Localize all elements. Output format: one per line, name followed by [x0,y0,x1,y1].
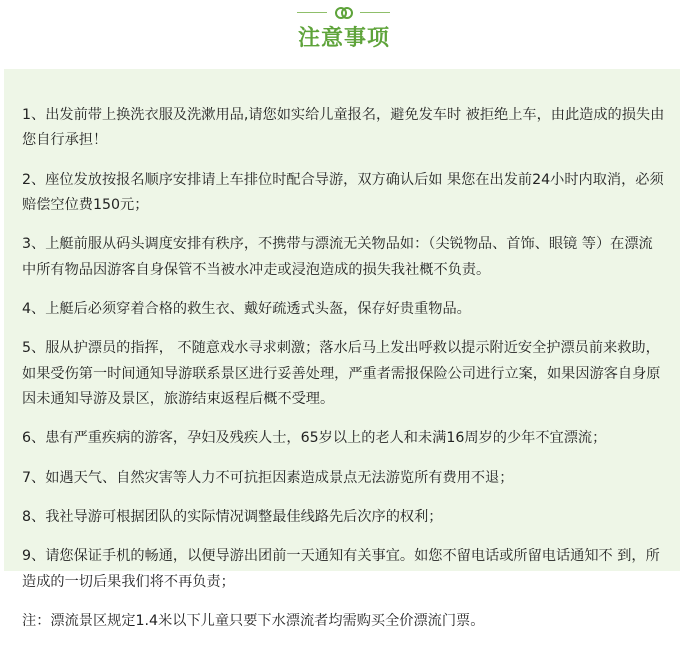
notice-item-9: 9、请您保证手机的畅通，以便导游出团前一天通知有关事宜。如您不留电话或所留电话通知不 到，所造成的一切后果我们将不再负责； [22,548,660,590]
notice-list [22,89,666,648]
ornament-line-right [360,12,390,13]
notice-item-8: 8、我社导游可根据团队的实际情况调整最佳线路先后次序的权利； [22,508,443,525]
ornament-line-left [297,12,327,13]
header [0,0,688,66]
notice-footnote: 注：漂流景区规定1.4米以下儿童只要下水漂流者均需购买全价漂流门票。 [22,612,485,629]
title-ornament [0,6,688,20]
notice-item-3: 3、上艇前服从码头调度安排有秩序，不携带与漂流无关物品如：（尖锐物品、首饰、眼镜 等）在漂流中所有物品因游客自身保管不当被水冲走或浸泡造成的损失我社概不负责。 [22,236,653,278]
notice-item-4: 4、上艇后必须穿着合格的救生衣、戴好疏透式头盔，保存好贵重物品。 [22,300,471,317]
notice-item-6: 6、患有严重疾病的游客，孕妇及残疾人士，65岁以上的老人和未满16周岁的少年不宜漂流； [22,430,607,447]
page-title: 注意事项 [297,26,390,51]
notice-item-1: 1、出发前带上换洗衣服及洗漱用品,请您如实给儿童报名，避免发车时 被拒绝上车，由此造成的损失由您自行承担！ [22,107,665,149]
notice-item-2: 2、座位发放按报名顺序安排请上车排位时配合导游，双方确认后如 果您在出发前24小时内取消，必须赔偿空位费150元； [22,171,664,213]
double-ring-icon [334,6,354,20]
notice-panel [4,69,680,629]
notice-item-5: 5、服从护漂员的指挥， 不随意戏水寻求刺激；落水后马上发出呼救以提示附近安全护漂员前来救助，如果受伤第一时间通知导游联系景区进行妥善处理，严重者需报保险公司进行立案，如果因游客自身原因未通知导游及景区，旅游结束返程后概不受理。 [22,340,661,407]
notice-item-7: 7、如遇天气、自然灾害等人力不可抗拒因素造成景点无法游览所有费用不退； [22,469,514,486]
